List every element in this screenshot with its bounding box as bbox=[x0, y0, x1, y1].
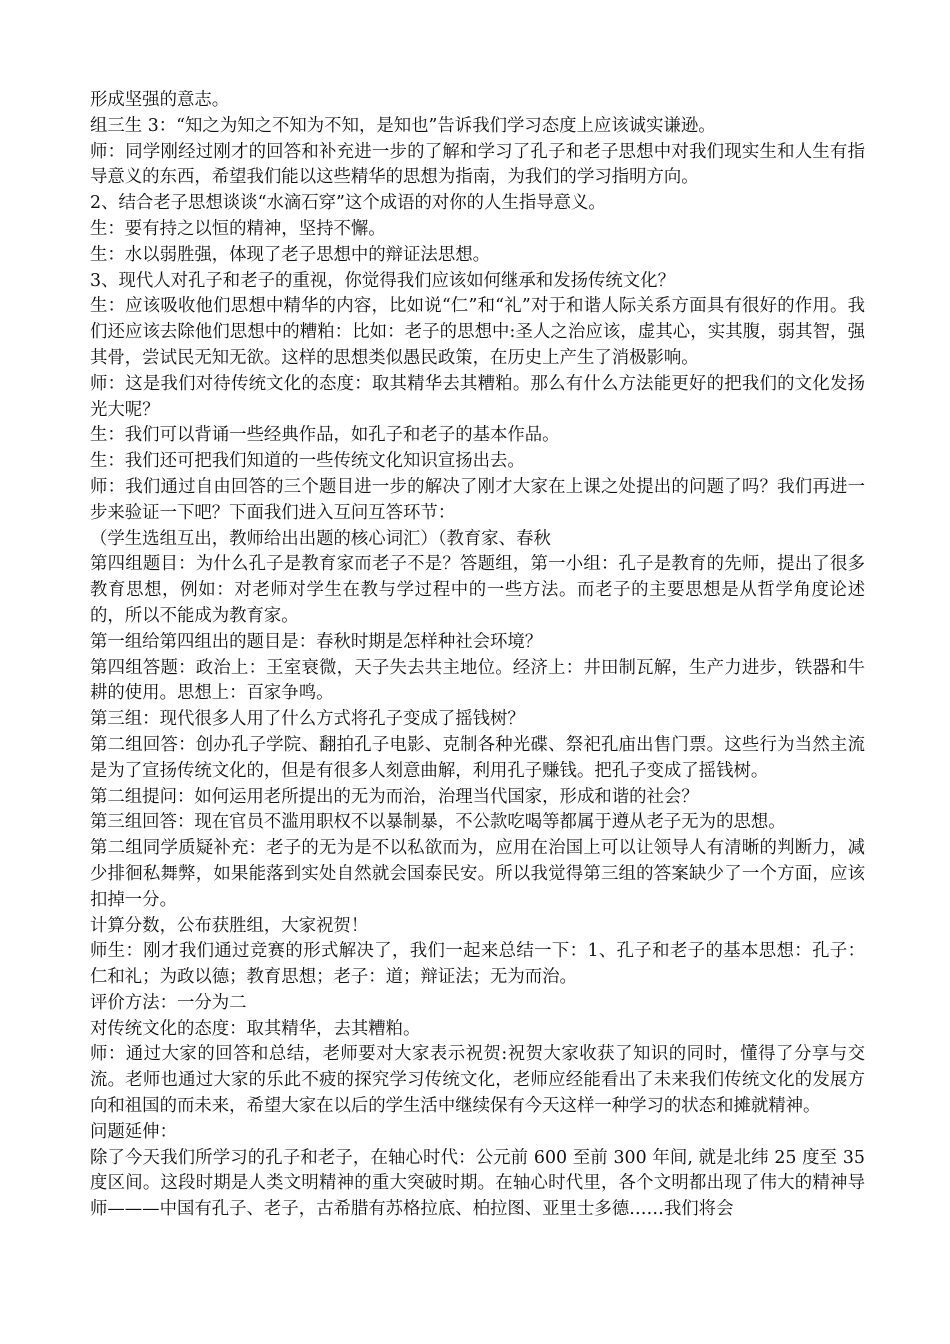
paragraph-18: 第二组回答：创办孔子学院、翻拍孔子电影、克制各种光碟、祭祀孔庙出售门票。这些行为当然主流是为了宣扬传统文化的，但是有很多人刻意曲解，利用孔子赚钱。把孔子变成了摇钱树。 bbox=[90, 734, 865, 781]
paragraph-9: 师：这是我们对待传统文化的态度：取其精华去其糟粕。那么有什么方法能更好的把我们的文化发扬光大呢？ bbox=[90, 373, 865, 420]
paragraph-5: 生：要有持之以恒的精神，坚持不懈。 bbox=[90, 218, 386, 239]
paragraph-2: 组三生 3：“知之为知之不知为不知，是知也”告诉我们学习态度上应该诚实谦逊。 bbox=[90, 115, 716, 136]
paragraph-15: 第一组给第四组出的题目是：春秋时期是怎样种社会环境？ bbox=[90, 631, 543, 652]
paragraph-14: 第四组题目：为什么孔子是教育家而老子不是？答题组，第一小组：孔子是教育的先师，提出了很多教育思想，例如：对老师对学生在教与学过程中的一些方法。而老子的主要思想是从哲学角度论述的，所以不能成为教育家。 bbox=[90, 554, 865, 626]
paragraph-3: 师：同学刚经过刚才的回答和补充进一步的了解和学习了孔子和老子思想中对我们现实生和人生有指导意义的东西，希望我们能以这些精华的思想为指南，为我们的学习指明方向。 bbox=[90, 141, 865, 188]
paragraph-7: 3、现代人对孔子和老子的重视，你觉得我们应该如何继承和发扬传统文化？ bbox=[90, 270, 675, 291]
paragraph-25: 对传统文化的态度：取其精华，去其糟粕。 bbox=[90, 1018, 421, 1039]
paragraph-13: （学生选组互出，教师给出出题的核心词汇）（教育家、春秋 bbox=[90, 528, 551, 549]
paragraph-26: 师：通过大家的回答和总结，老师要对大家表示祝贺:祝贺大家收获了知识的同时，懂得了分享与交流。老师也通过大家的乐此不疲的探究学习传统文化，老师应经能看出了未来我们传统文化的发展方向和祖国的而未来，希望大家在以后的学生活中继续保有今天这样一种学习的状态和摊就精神。 bbox=[90, 1044, 865, 1117]
paragraph-16: 第四组答题：政治上：王室衰微，天子失去共主地位。经济上：井田制瓦解，生产力进步，铁器和牛耕的使用。思想上：百家争鸣。 bbox=[90, 657, 865, 704]
paragraph-23: 师生：刚才我们通过竞赛的形式解决了，我们一起来总结一下：1、孔子和老子的基本思想：孔子：仁和礼；为政以德；教育思想；老子：道；辩证法；无为而治。 bbox=[90, 941, 865, 988]
paragraph-21: 第二组同学质疑补充：老子的无为是不以私欲而为，应用在治国上可以让领导人有清晰的判断力，减少排徊私舞弊，如果能落到实处自然就会国泰民安。所以我觉得第三组的答案缺少了一个方面，应该扣掉一分。 bbox=[90, 838, 865, 910]
paragraph-17: 第三组：现代很多人用了什么方式将孔子变成了摇钱树？ bbox=[90, 709, 525, 730]
paragraph-6: 生：水以弱胜强，体现了老子思想中的辩证法思想。 bbox=[90, 244, 490, 265]
paragraph-4: 2、结合老子思想谈谈“水滴石穿”这个成语的对你的人生指导意义。 bbox=[90, 193, 606, 214]
paragraph-11: 生：我们还可把我们知道的一些传统文化知识宣扬出去。 bbox=[90, 451, 525, 472]
paragraph-27: 问题延伸： bbox=[90, 1121, 177, 1142]
paragraph-22: 计算分数，公布获胜组，大家祝贺！ bbox=[90, 915, 369, 936]
paragraph-24: 评价方法：一分为二 bbox=[90, 992, 247, 1013]
paragraph-28: 除了今天我们所学习的孔子和老子，在轴心时代：公元前 600 至前 300 年间, 就是北纬 25 度至 35 度区间。这段时期是人类文明精神的重大突破时期。在轴心时代里，各个文明都出现了伟大的精神导师———中国有孔子、老子，古希腊有苏格拉底、柏拉图、亚里士多德……我们将会 bbox=[90, 1147, 865, 1220]
paragraph-19: 第二组提问：如何运用老所提出的无为而治，治理当代国家，形成和谐的社会？ bbox=[90, 786, 699, 807]
paragraph-12: 师：我们通过自由回答的三个题目进一步的解决了刚才大家在上课之处提出的问题了吗？我们再进一步来验证一下吧？下面我们进入互问互答环节： bbox=[90, 476, 865, 523]
document-body bbox=[90, 88, 865, 1223]
paragraph-8: 生：应该吸收他们思想中精华的内容，比如说“仁”和“礼”对于和谐人际关系方面具有很好的作用。我们还应该去除他们思想中的糟粕：比如：老子的思想中:圣人之治应该，虚其心，实其腹，弱其智，强其骨，尝试民无知无欲。这样的思想类似愚民政策，在历史上产生了消极影响。 bbox=[90, 296, 865, 368]
paragraph-10: 生：我们可以背诵一些经典作品，如孔子和老子的基本作品。 bbox=[90, 425, 560, 446]
paragraph-20: 第三组回答：现在官员不滥用职权不以暴制暴，不公款吃喝等都属于遵从老子无为的思想。 bbox=[90, 812, 786, 833]
paragraph-1: 形成坚强的意志。 bbox=[90, 90, 230, 110]
